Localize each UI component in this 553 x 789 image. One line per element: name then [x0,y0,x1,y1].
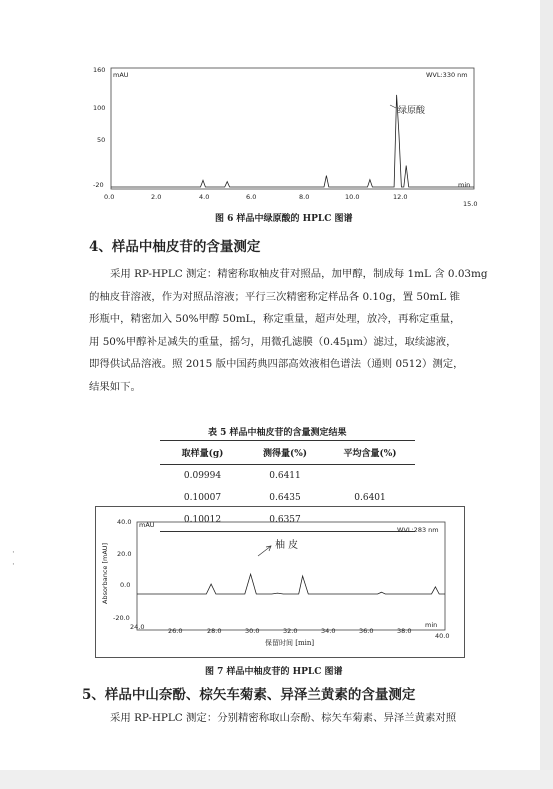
x-tick-label: 26.0 [168,627,183,635]
figure-7-wavelength-label: WVL:283 nm [397,526,439,534]
page-edge [540,0,553,789]
x-tick-label: 12.0 [393,193,408,201]
scan-mark: · [12,548,15,558]
figure-7-caption: 图 7 样品中柚皮苷的 HPLC 图谱 [205,667,343,677]
peak-label-pointer [390,105,396,108]
column-header: 测得量(%) [262,449,308,459]
x-axis-title: 保留时间 [min] [265,639,315,647]
y-tick-label: 40.0 [117,518,132,526]
section-5-heading: 5、样品中山奈酚、棕矢车菊素、异泽兰黄素的含量测定 [82,687,416,703]
x-tick-label: 30.0 [245,627,260,635]
scan-mark: · [12,560,15,570]
chromatogram-trace-283nm [137,574,445,594]
y-tick-label: 50 [97,136,106,144]
table-cell [325,465,415,488]
y-tick-label: 160 [93,66,106,74]
section-4-paragraph [89,263,488,398]
table-cell: 0.09994 [183,471,222,481]
table-cell: 0.6435 [269,493,301,503]
y-tick-label: -20 [93,181,104,189]
figure-6-caption: 图 6 样品中绿原酸的 HPLC 图谱 [215,214,353,224]
scan-bottom-strip [0,770,553,789]
section-4-heading: 4、样品中柚皮苷的含量测定 [89,239,261,255]
y-tick-label: 0.0 [120,581,131,589]
figure-6-unit-label: mAU [113,71,129,79]
peak-label-chlorogenic-acid: 绿原酸 [398,106,426,116]
table-cell: 0.10012 [183,515,222,525]
table-cell: 0.6357 [269,515,301,525]
section-5-paragraph [89,707,479,730]
table-5-caption: 表 5 样品中柚皮苷的含量测定结果 [208,428,347,438]
table-cell: 0.6411 [269,471,301,481]
y-tick-label: -20.0 [113,614,130,622]
x-tick-label: 34.0 [321,627,336,635]
y-axis-title: Absorbance [mAU] [101,542,109,604]
x-tick-label: 40.0 [435,632,450,640]
paragraph-line: 结果如下。 [89,380,141,393]
x-tick-label: 32.0 [283,627,298,635]
table-header-row [160,441,415,465]
figure-7-unit-label: mAU [139,521,155,529]
x-tick-label: 38.0 [397,627,412,635]
y-tick-label: 20.0 [117,550,132,558]
x-tick-label: 2.0 [151,193,162,201]
x-tick-label: 15.0 [463,200,478,208]
table-row [160,465,415,488]
x-tick-label: 8.0 [299,193,310,201]
table-cell: 0.10007 [183,493,222,503]
paragraph-line: 的柚皮苷溶液，作为对照品溶液；平行三次精密称定样品各 0.10g，置 50mL 锥 [89,290,460,303]
paragraph-line: 采用 RP-HPLC 测定：精密称取柚皮苷对照品，加甲醇，制成每 1mL 含 0.03mg [110,268,488,280]
figure-6-chromatogram [90,60,490,210]
x-tick-label: 0.0 [104,193,115,201]
x-tick-label: 36.0 [359,627,374,635]
y-tick-label: 100 [93,104,106,112]
x-tick-label: 4.0 [199,193,210,201]
column-header: 平均含量(%) [343,449,397,459]
figure-6-frame [111,68,474,189]
paragraph-line: 即得供试品溶液。照 2015 版中国药典四部高效液相色谱法（通则 0512）测定， [89,358,464,370]
x-tick-label: 28.0 [207,627,222,635]
figure-7-time-unit: min [425,621,438,629]
paragraph-line: 用 50%甲醇补足减失的重量，摇匀，用微孔滤膜（0.45μm）滤过，取续滤液， [89,335,457,348]
column-header: 取样量(g) [181,449,224,459]
figure-6-wavelength-label: WVL:330 nm [426,71,468,79]
paragraph-line: 采用 RP-HPLC 测定：分别精密称取山奈酚、棕矢车菊素、异泽兰黄素对照 [110,712,457,724]
paragraph-line: 形瓶中，精密加入 50%甲醇 50mL，称定重量，超声处理，放冷，再称定重量， [89,313,461,325]
table-cell: 0.6401 [354,493,386,503]
figure-7-chromatogram [95,506,465,658]
x-tick-label: 24.0 [130,623,145,631]
figure-6-time-unit: min [458,181,471,189]
x-tick-label: 10.0 [345,193,360,201]
x-tick-label: 6.0 [246,193,257,201]
figure-7-frame [137,522,445,630]
peak-label-naringin: 柚 皮 [275,540,299,551]
